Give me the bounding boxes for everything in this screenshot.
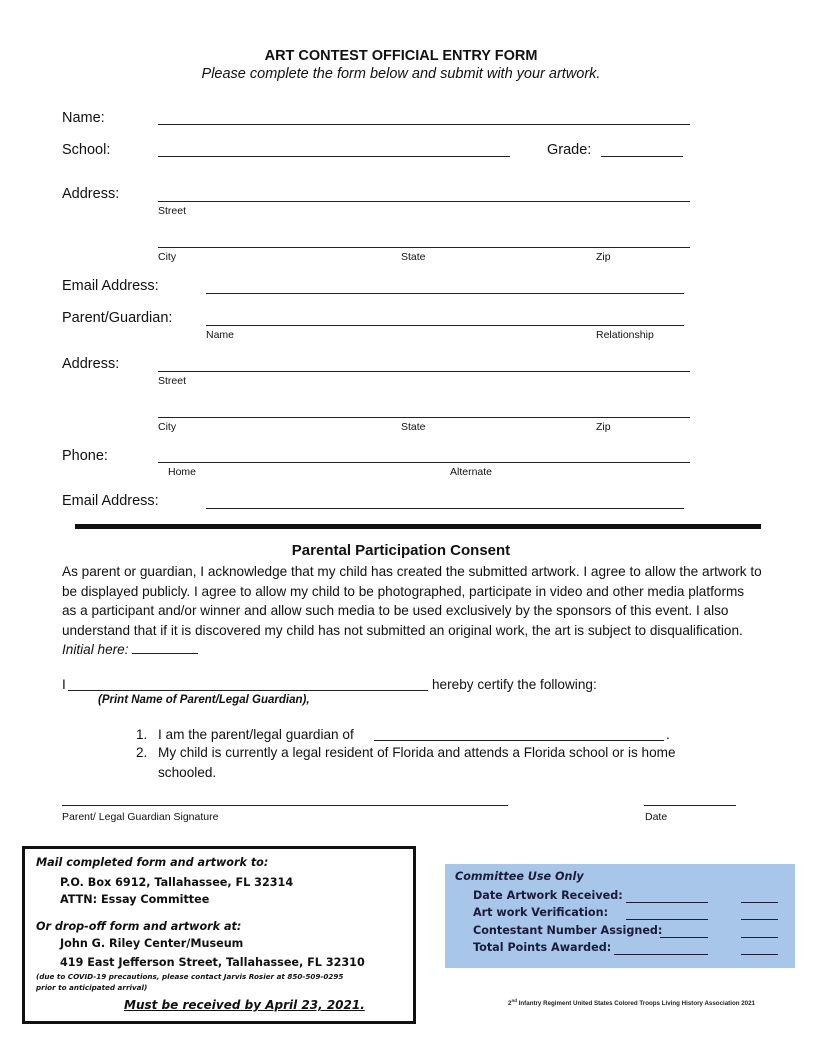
initial-label: Initial here: — [62, 642, 129, 657]
date-received-check[interactable] — [741, 902, 778, 903]
guardian-email-label: Email Address: — [62, 493, 159, 509]
verification-field[interactable] — [626, 919, 708, 920]
footer-credit — [508, 998, 755, 1007]
dropoff-heading: Or drop-off form and artwork at: — [36, 920, 242, 933]
phone-field[interactable] — [158, 462, 690, 463]
consent-text: As parent or guardian, I acknowledge that my child has created the submitted artwork. I agree to allow the artwork to be displayed publicly. I agree to allow my child to be photographed, participate in video and other media platforms as a participant and/or winner and allow such media to be used exclusively by the sponsors of this event. I also understand that if it is discovered my child has not submitted an original work, the art is subject to disqualification. — [62, 564, 762, 638]
guardian-city-hint: City — [158, 421, 177, 433]
guardian-email-field[interactable] — [206, 508, 684, 509]
form-title: ART CONTEST OFFICIAL ENTRY FORM — [264, 48, 538, 64]
mail-heading: Mail completed form and artwork to: — [36, 856, 269, 869]
child-name-field[interactable] — [374, 740, 664, 741]
home-phone-hint: Home — [168, 466, 197, 478]
consent-heading: Parental Participation Consent — [291, 542, 511, 559]
committee-heading: Committee Use Only — [455, 870, 584, 883]
total-points-label: Total Points Awarded: — [473, 941, 612, 954]
guardian-state-hint: State — [401, 421, 426, 433]
guardian-street-hint: Street — [158, 375, 187, 387]
verification-label: Art work Verification: — [473, 906, 609, 919]
item1-period: . — [666, 727, 670, 742]
grade-field[interactable] — [601, 156, 683, 157]
initial-field[interactable] — [132, 641, 198, 654]
total-points-field[interactable] — [614, 954, 708, 955]
certify-prefix: I — [62, 677, 66, 692]
form-subtitle: Please complete the form below and submit with your artwork. — [201, 66, 601, 82]
verification-check[interactable] — [741, 919, 778, 920]
section-divider — [75, 524, 761, 529]
guardian-address-label: Address: — [62, 356, 120, 372]
guardian-city-state-zip-field[interactable] — [158, 417, 690, 418]
school-label: School: — [62, 142, 111, 158]
date-received-field[interactable] — [626, 902, 708, 903]
name-label: Name: — [62, 110, 105, 126]
covid-note-line2: prior to anticipated arrival) — [36, 983, 148, 992]
footer-credit-text: Infantry Regiment United States Colored Troops Living History Association 2021 — [518, 1000, 756, 1008]
consent-paragraph — [62, 562, 762, 660]
date-field[interactable] — [644, 805, 736, 806]
email-field[interactable] — [206, 293, 684, 294]
phone-label: Phone: — [62, 448, 108, 464]
state-hint: State — [401, 251, 426, 263]
center-street: 419 East Jefferson Street, Tallahassee, FL 32310 — [60, 956, 365, 969]
po-box: P.O. Box 6912, Tallahassee, FL 32314 — [60, 876, 294, 889]
date-label: Date — [645, 811, 668, 823]
street-field[interactable] — [158, 201, 690, 202]
total-points-check[interactable] — [741, 954, 778, 955]
name-field[interactable] — [158, 124, 690, 125]
covid-note-line1: (due to COVID-19 precautions, please contact Jarvis Rosier at 850-509-0295 — [36, 972, 344, 981]
item1-text: I am the parent/legal guardian of — [158, 727, 354, 742]
contestant-number-check[interactable] — [741, 937, 778, 938]
city-state-zip-field[interactable] — [158, 247, 690, 248]
guardian-zip-hint: Zip — [596, 421, 611, 433]
print-name-hint: (Print Name of Parent/Legal Guardian), — [98, 694, 310, 706]
guardian-name-field[interactable] — [206, 325, 684, 326]
grade-label: Grade: — [547, 142, 592, 158]
city-hint: City — [158, 251, 177, 263]
signature-field[interactable] — [62, 805, 508, 806]
guardian-name-hint: Name — [206, 329, 235, 341]
attn-line: ATTN: Essay Committee — [60, 893, 210, 906]
signature-label: Parent/ Legal Guardian Signature — [62, 811, 219, 823]
center-name: John G. Riley Center/Museum — [60, 937, 244, 950]
contestant-number-field[interactable] — [660, 937, 708, 938]
item2-text-line2: schooled. — [158, 765, 217, 780]
email-label: Email Address: — [62, 278, 159, 294]
certify-suffix: hereby certify the following: — [432, 677, 597, 692]
alternate-phone-hint: Alternate — [450, 466, 493, 478]
zip-hint: Zip — [596, 251, 611, 263]
footer-credit-number: 2 — [508, 1000, 512, 1008]
item1-number: 1. — [136, 727, 148, 742]
deadline: Must be received by April 23, 2021. — [124, 998, 365, 1012]
item2-number: 2. — [136, 745, 148, 760]
item2-text-line1: My child is currently a legal resident of Florida and attends a Florida school or is home — [158, 745, 676, 760]
street-hint: Street — [158, 205, 187, 217]
guardian-street-field[interactable] — [158, 371, 690, 372]
date-received-label: Date Artwork Received: — [473, 889, 623, 902]
school-field[interactable] — [158, 156, 510, 157]
relationship-hint: Relationship — [596, 329, 654, 341]
address-label: Address: — [62, 186, 120, 202]
contestant-number-label: Contestant Number Assigned: — [473, 924, 663, 937]
guardian-label: Parent/Guardian: — [62, 310, 173, 326]
guardian-print-name-field[interactable] — [68, 690, 428, 691]
footer-credit-superscript: nd — [511, 998, 517, 1003]
